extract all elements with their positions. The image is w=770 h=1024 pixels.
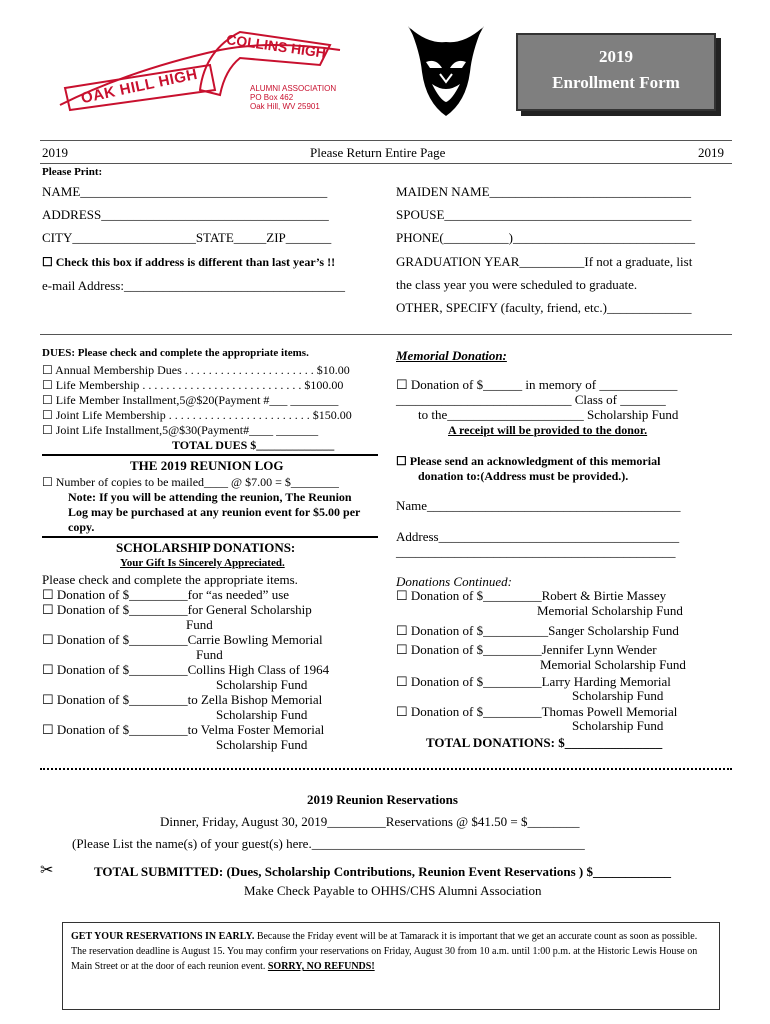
- dues-item[interactable]: ☐ Life Membership . . . . . . . . . . . . . . . . . . . . . . . . . . . $100.00: [42, 378, 344, 392]
- memorial-fund-line[interactable]: to the_____________________ Scholarship Fund: [418, 407, 679, 422]
- divider: [40, 140, 732, 141]
- donation-line[interactable]: ☐ Donation of $_________Robert & Birtie Massey: [396, 588, 667, 603]
- reunion-log-note: Note: If you will be attending the reunion, The Reunion: [68, 490, 352, 504]
- logo-oak-hill: OAK HILL HIGH: [79, 65, 200, 108]
- scholarship-heading: SCHOLARSHIP DONATIONS:: [116, 540, 296, 555]
- total-donations[interactable]: TOTAL DONATIONS: $_______________: [426, 735, 663, 750]
- donation-line[interactable]: ☐ Donation of $_________Larry Harding Memorial: [396, 674, 671, 689]
- scholarship-line[interactable]: ☐ Donation of $_________Carrie Bowling Memorial: [42, 632, 323, 647]
- donation-line-cont: Memorial Scholarship Fund: [540, 657, 686, 672]
- make-check-payable: Make Check Payable to OHHS/CHS Alumni Association: [244, 883, 542, 898]
- dinner-reservation-field[interactable]: Dinner, Friday, August 30, 2019_________Reservations @ $41.50 = $________: [160, 814, 580, 829]
- divider: [42, 454, 378, 456]
- guest-names-field[interactable]: (Please List the name(s) of your guest(s) here.__________________________________________: [72, 836, 585, 851]
- please-print: Please Print:: [42, 166, 103, 178]
- address-field[interactable]: ADDRESS___________________________________: [42, 207, 329, 222]
- top-bar-center: Please Return Entire Page: [310, 145, 446, 160]
- memorial-address-field-2[interactable]: ___________________________________________: [396, 544, 676, 559]
- memorial-heading: Memorial Donation:: [396, 348, 507, 363]
- donation-line-cont: Memorial Scholarship Fund: [537, 603, 683, 618]
- name-field[interactable]: NAME______________________________________: [42, 184, 328, 199]
- total-dues[interactable]: TOTAL DUES $_____________: [172, 438, 335, 452]
- reunion-log-copies[interactable]: ☐ Number of copies to be mailed____ @ $7.00 = $________: [42, 475, 339, 489]
- maiden-name-field[interactable]: MAIDEN NAME_______________________________: [396, 184, 692, 199]
- scissors-icon: ✂: [40, 862, 54, 879]
- notice-refund: SORRY, NO REFUNDS!: [267, 961, 375, 972]
- total-submitted[interactable]: TOTAL SUBMITTED: (Dues, Scholarship Contributions, Reunion Event Reservations ) $____________: [94, 864, 672, 879]
- divider: [42, 536, 378, 538]
- divider: [40, 334, 732, 335]
- assoc-line: Oak Hill, WV 25901: [250, 102, 320, 111]
- dues-item[interactable]: ☐ Joint Life Membership . . . . . . . . . . . . . . . . . . . . . . . . $150.00: [42, 408, 352, 422]
- reservation-notice: [62, 922, 720, 1010]
- scholarship-line[interactable]: ☐ Donation of $_________Collins High Class of 1964: [42, 662, 330, 677]
- reunion-log-note: copy.: [68, 520, 95, 534]
- form-year: 2019: [599, 47, 633, 66]
- divider: [40, 768, 732, 770]
- memorial-ack-checkbox[interactable]: ☐ Please send an acknowledgment of this memorial: [396, 454, 661, 468]
- scholarship-line[interactable]: ☐ Donation of $_________to Velma Foster Memorial: [42, 722, 325, 737]
- scholarship-line[interactable]: ☐ Donation of $_________to Zella Bishop Memorial: [42, 692, 323, 707]
- assoc-line: PO Box 462: [250, 93, 294, 102]
- form-title-box: [516, 33, 716, 111]
- scholarship-line-cont: Scholarship Fund: [216, 737, 308, 752]
- donation-line[interactable]: ☐ Donation of $_________Jennifer Lynn Wender: [396, 642, 657, 657]
- graduation-year-field[interactable]: GRADUATION YEAR__________If not a graduate, list: [396, 254, 693, 269]
- scholarship-line[interactable]: ☐ Donation of $_________for General Scholarship: [42, 602, 312, 617]
- city-state-zip-field[interactable]: CITY___________________STATE_____ZIP_______: [42, 230, 332, 245]
- divider: [40, 163, 732, 164]
- assoc-line: ALUMNI ASSOCIATION: [250, 84, 337, 93]
- memorial-ack-line2: donation to:(Address must be provided.).: [418, 469, 629, 483]
- logo-collins: COLLINS HIGH: [225, 31, 327, 61]
- dues-item[interactable]: ☐ Annual Membership Dues . . . . . . . . . . . . . . . . . . . . . . $10.00: [42, 363, 350, 377]
- scholarship-line-cont: Fund: [196, 647, 223, 662]
- dues-item[interactable]: ☐ Life Member Installment,5@$20(Payment #___ ________: [42, 393, 339, 407]
- donation-line-cont: Scholarship Fund: [572, 718, 664, 733]
- donation-line[interactable]: ☐ Donation of $_________Thomas Powell Memorial: [396, 704, 678, 719]
- notice-bold: GET YOUR RESERVATIONS IN EARLY.: [71, 931, 255, 942]
- reservations-heading: 2019 Reunion Reservations: [307, 792, 458, 807]
- dues-item[interactable]: ☐ Joint Life Installment,5@$30(Payment#____ _______: [42, 423, 319, 437]
- memorial-receipt: A receipt will be provided to the donor.: [448, 423, 648, 437]
- scholarship-line-cont: Scholarship Fund: [216, 677, 308, 692]
- email-field[interactable]: e-mail Address:__________________________________: [42, 278, 345, 293]
- spouse-field[interactable]: SPOUSE______________________________________: [396, 207, 692, 222]
- graduation-note: the class year you were scheduled to graduate.: [396, 277, 638, 292]
- memorial-name-field[interactable]: Name_______________________________________: [396, 498, 681, 513]
- phone-field[interactable]: PHONE(__________)____________________________: [396, 230, 695, 245]
- memorial-donation-line[interactable]: ☐ Donation of $______ in memory of ____________: [396, 377, 678, 392]
- other-specify-field[interactable]: OTHER, SPECIFY (faculty, friend, etc.)_____________: [396, 300, 692, 315]
- donation-line[interactable]: ☐ Donation of $__________Sanger Scholarship Fund: [396, 623, 679, 638]
- memorial-address-field[interactable]: Address_____________________________________: [396, 529, 680, 544]
- top-bar-left: 2019: [42, 145, 68, 160]
- donations-continued: Donations Continued:: [396, 574, 512, 589]
- scholarship-instruction: Please check and complete the appropriate items.: [42, 572, 298, 587]
- scholarship-line[interactable]: ☐ Donation of $_________for “as needed” use: [42, 587, 290, 602]
- reunion-log-note: Log may be purchased at any reunion event for $5.00 per: [68, 505, 361, 519]
- donation-line-cont: Scholarship Fund: [572, 688, 664, 703]
- devil-mascot-icon: [400, 22, 492, 118]
- reunion-log-heading: THE 2019 REUNION LOG: [130, 458, 284, 473]
- alumni-logo: [40, 10, 370, 120]
- dues-heading: DUES: Please check and complete the appropriate items.: [42, 347, 309, 359]
- scholarship-sub: Your Gift Is Sincerely Appreciated.: [120, 557, 285, 569]
- scholarship-line-cont: Fund: [186, 617, 213, 632]
- address-change-checkbox[interactable]: ☐ Check this box if address is different than last year’s !!: [42, 255, 336, 269]
- logo-assoc: [250, 84, 336, 111]
- top-bar-right: 2019: [698, 145, 724, 160]
- notice-text: Because the Friday event will be at Tamarack it is important that we get an accurate count as soon as possible. The reservation deadline is August 15. You may confirm your reservations on Friday, August 30 from 10 a.m. until 1:00 p.m. at the Historic Lewis House on Main Street or at the door of each reunion event.: [71, 931, 698, 972]
- scholarship-line-cont: Scholarship Fund: [216, 707, 308, 722]
- form-title: Enrollment Form: [552, 73, 680, 92]
- memorial-class-line[interactable]: ___________________________ Class of _______: [396, 392, 666, 407]
